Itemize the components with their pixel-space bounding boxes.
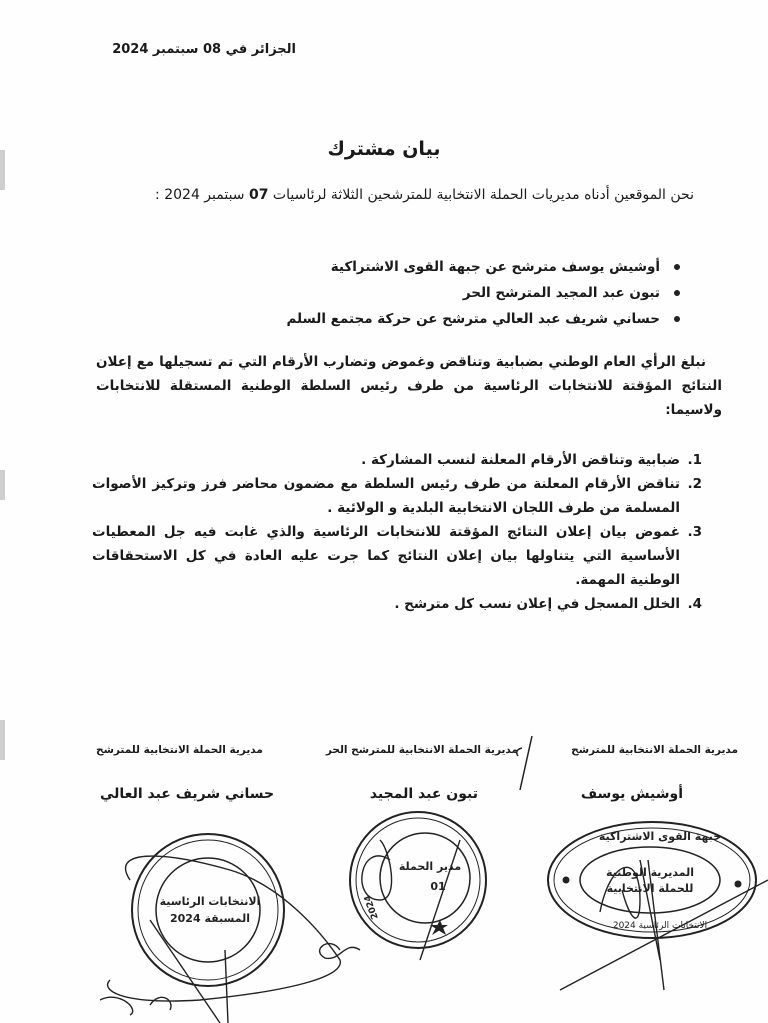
point-number: 3. xyxy=(687,524,702,540)
signatory-name-1: أوشيش يوسف xyxy=(580,786,683,802)
point-number: 4. xyxy=(687,596,702,612)
signatory-heading-1: مديرية الحملة الانتخابية للمترشح xyxy=(571,744,738,756)
intro-text-end: سبتمبر 2024 : xyxy=(155,187,249,203)
point-text: تناقض الأرقام المعلنة من طرف رئيس السلطة مع مضمون محاضر فرز وتركيز الأصوات المسلمة من طرف اللجان الانتخابية البلدية و الولائية . xyxy=(92,476,680,516)
candidate-item: تبون عبد المجيد المترشح الحر xyxy=(200,280,660,306)
point-text: غموض بيان إعلان النتائج المؤقتة للانتخابات الرئاسية والذي غابت فيه جل المعطيات الأساسية التي يتناولها بيان إعلان النتائج كما جرت عليه العادة في كل الاستحقاقات الوطنية المهمة. xyxy=(92,524,680,588)
signature-stroke xyxy=(520,736,532,790)
stamp-tebboune-inner-text: مدير الحملة xyxy=(398,860,462,873)
statement-paragraph: نبلغ الرأي العام الوطني بضبابية وتناقض وغموض وتضارب الأرقام التي تم تسجيلها مع إعلان النتائج المؤقتة للانتخابات الرئاسية من طرف رئيس السلطة الوطنية المستقلة للانتخابات ولاسيما: xyxy=(96,354,722,418)
signatory-heading-3: مديرية الحملة الانتخابية للمترشح xyxy=(96,744,263,756)
signatory-heading-2: مديرية الحملة الانتخابية للمترشح الحر xyxy=(325,744,518,756)
stamp-ffs-outer-text: جبهة القوى الاشتراكية xyxy=(598,830,722,843)
intro-text: نحن الموقعين أدناه مديريات الحملة الانتخابية للمترشحين الثلاثة لرئاسيات xyxy=(268,187,694,203)
stamp-ffs-inner-text-1: المديرية الوطنية xyxy=(605,866,695,879)
candidate-item: حساني شريف عبد العالي مترشح عن حركة مجتمع السلم xyxy=(200,306,660,332)
stamp-tebboune-number: 01 xyxy=(430,880,446,893)
point-number: 1. xyxy=(687,452,702,468)
intro-day: 07 xyxy=(248,187,269,203)
point-number: 2. xyxy=(687,476,702,492)
point-text: الخلل المسجل في إعلان نسب كل مترشح . xyxy=(394,596,680,612)
stamp-ffs-bottom-text: الانتخابات الرئاسية 2024 xyxy=(612,921,708,931)
stamp-tebboune xyxy=(350,812,486,948)
date-line: الجزائر في 08 سبتمبر 2024 xyxy=(112,42,296,57)
point-text: ضبابية وتناقض الأرقام المعلنة لنسب المشاركة . xyxy=(361,452,680,468)
document-title: بيان مشترك xyxy=(327,138,441,160)
candidate-item: أوشيش يوسف مترشح عن جبهة القوى الاشتراكية xyxy=(200,254,660,280)
stamp-msp-inner-text-2: المسبقة 2024 xyxy=(169,912,251,925)
stamp-msp xyxy=(132,834,284,986)
stamp-msp-inner-text-1: الانتخابات الرئاسية xyxy=(159,895,261,908)
signature-stroke xyxy=(100,856,340,1023)
stamp-tebboune-year: 2024 xyxy=(362,893,381,921)
stamp-ffs-inner-text-2: للحملة الانتخابية xyxy=(606,882,694,895)
signatory-name-3: حساني شريف عبد العالي xyxy=(100,786,275,802)
signatory-name-2: تبون عبد المجيد xyxy=(369,786,478,802)
